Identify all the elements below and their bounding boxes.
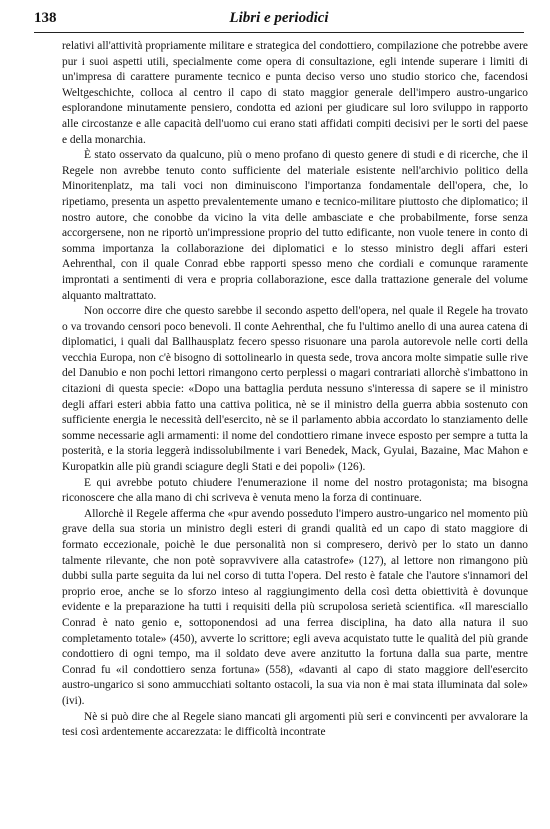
page-number: 138	[34, 10, 57, 26]
paragraph-6: Nè si può dire che al Regele siano mancati gli argomenti più seri e convincenti per avvalorare la tesi così ardentemente accarezzata: le difficoltà incontrate	[62, 710, 528, 739]
page-header	[34, 8, 524, 33]
paragraph-2: È stato osservato da qualcuno, più o meno profano di questo genere di studi e di ricerche, che il Regele non avrebbe tenuto conto sufficiente del materiale esistente nell'archivio politico della Minoritenplatz, ma tali voci non diminuiscono l'importanza fondamentale dell'opera, che, lo ripetiamo, presenta un aspetto prevalentemente umano e tecnico-militare piuttosto che diplomatico; il nostro autore, che conobbe da vicino la vita delle ambasciate e che probabilmente, forse senza accorgersene, non ne riportò un'impressione proprio del tutto edificante, non vuole tenere in conto di somma importanza la collaborazione dei diplomatici e lo stesso ministro degli affari esteri Aehrenthal, con il quale Conrad ebbe rapporti spesso meno che cordiali e comunque raramente improntati a sentimenti di vera e propria collaborazione, esce dalla trattazione generale del volume alquanto maltrattato.	[62, 149, 528, 302]
paragraph-4: E qui avrebbe potuto chiudere l'enumerazione il nome del nostro protagonista; ma bisogna riconoscere che alla mano di chi scriveva è venuta meno la forza di continuare.	[62, 476, 528, 505]
paragraph-5: Allorchè il Regele afferma che «pur avendo posseduto l'impero austro-ungarico nel momento più grave della sua storia un ministro degli esteri di grandi qualità ed un capo di stato maggiore di formato eccezionale, poichè le due personalità non si compresero, derivò per lo stato un danno talmente rilevante, che non potè sopravvivere alla catastrofe» (127), al lettore non rimangono più dubbi sulla parte seguita da lui nel corso di tutta l'opera. Del resto è fatale che l'autore s'innamori del proprio eroe, anche se lo sforzo inteso al raggiungimento della così detta obiettività è dovunque evidente e la preparazione ha tutti i requisiti della più scrupolosa serietà scientifica. «Il maresciallo Conrad è nato genio e, sottoponendosi ad una ferrea disciplina, ha dato alla natura il suo completamento totale» (450), avverte lo scrittore; egli aveva acquistato tutte le qualità del più grande condottiero di ogni tempo, ma il soldato deve avere anzitutto la fortuna dalla sua parte, mentre Conrad fu «il condottiero senza fortuna» (558), «davanti al capo di stato maggiore dell'esercito austro-ungarico si sono ammucchiati soltanto ostacoli, la sua via non è mai stata illuminata dal sole» (ivi).	[62, 507, 528, 707]
running-title: Libri e periodici	[229, 10, 329, 26]
paragraph-3: Non occorre dire che questo sarebbe il secondo aspetto dell'opera, nel quale il Regele ha trovato o va trovando censori poco benevoli. Il conte Aehrenthal, che fu l'ultimo anello di una aurea catena di diplomatici, i quali dal Ballhausplatz fecero spesso risuonare una parola autorevole nelle corti della vecchia Europa, non c'è bisogno di sottolinearlo in questa sede, trova ancora molte simpatie sulle rive del Danubio e non pochi lettori rimangono certo perplessi o magari contrariati allorchè s'imbattono in citazioni di questa specie: «Dopo una battaglia perduta nessuno s'interessa di sapere se il ministro degli affari esteri abbia fatto una cattiva politica, nè se il ministro della guerra abbia sostenuto con sufficiente energia le necessità dell'esercito, nè se il parlamento abbia accordato lo stanziamento delle somme necessarie agli armamenti: il nome del condottiero rimane invece esposto per sempre a tutta la posterità, e la storia leggerà indissolubilmente i vari Benedek, Mack, Gyulai, Bazaine, Mac Mahon e Kuropatkin alle più grandi sciagure degli Stati e dei popoli» (126).	[62, 305, 528, 474]
body-text	[62, 39, 528, 741]
paragraph-1: relativi all'attività propriamente militare e strategica del condottiero, compilazione che potrebbe avere pur i suoi aspetti utili, specialmente come opera di consultazione, egli intende superare i limiti di un'impresa di carattere puramente tecnico e punta deciso verso uno studio storico che, facendosi Weltgeschichte, colloca al centro il capo di stato maggior generale dell'impero austro-ungarico esplorandone minutamente pensiero, condotta ed azioni per giudicare sul loro sviluppo in rapporto alle circostanze e alle capacità dell'uomo cui erano stati affidati compiti decisivi per le sorti del paese e della monarchia.	[62, 40, 528, 146]
